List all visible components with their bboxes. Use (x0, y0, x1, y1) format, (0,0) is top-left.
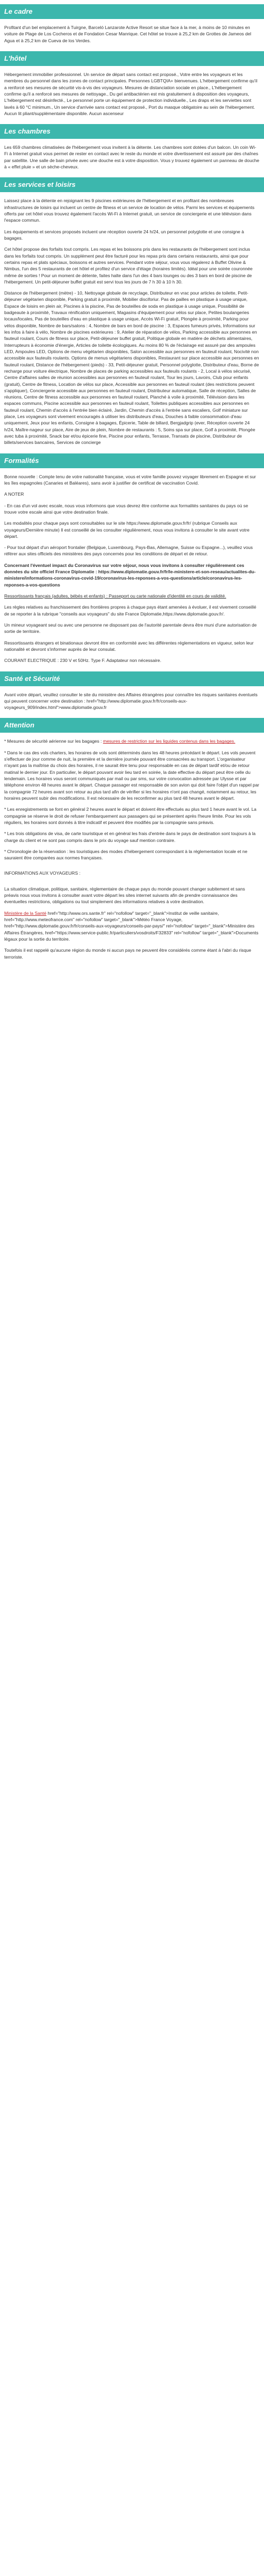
section-formalites (0, 453, 264, 664)
section-hotel (0, 51, 264, 117)
section-sante (0, 671, 264, 711)
section-title-attention: Attention (0, 718, 264, 733)
attention-paragraph-5: * Chronologie de la réservation : les touristiques des modes d'hébergement correspondant à la réglementation locale et ne sauraient être comparées aux normes françaises. (4, 848, 248, 861)
attention-paragraph-3: * Les enregistrements se font en général 2 heures avant le départ et doivent être effectués au plus tard 1 heure avant le vol. La compagnie se réserve le droit de refuser l'embarquement aux passagers qui se présentent après l'heure limite. Pour les vols réguliers, les horaires sont donnés à titre indicatif et peuvent être modifiés par la compagnie sans préavis. (4, 807, 257, 825)
formalites-power-info: COURANT ELECTRIQUE : 230 V et 50Hz. Type F. Adaptateur non nécessaire. (4, 658, 162, 664)
attention-paragraph-2: * Dans le cas des vols charters, les horaires de vols sont déterminés dans les 48 heures précédant le départ. Les vols peuvent s'effectuer de jour comme de nuit, la première et la dernière journée pouvant être consacrées au transport. L'organisateur n'ayant pas la maîtrise du choix des horaires, il ne saurait être tenu pour responsable en cas de départ tardif et/ou de retour matinal le dernier jour. En particulier, le départ pouvant avoir lieu tard en soirée, la date effective du départ peut être celle du lendemain. Les horaires vous seront communiqués par mail ou par sms, sur votre convocation adressée par Ulysse et par téléphone environ 48 heures avant le départ. Chaque passager est responsable de son avion qui doit faire l'objet d'un rappel par la compagnie 72 heures avant son retour au plus tard afin de vérifier si les horaires n'ont pas changé, notamment au retour, les horaires peuvent subir des modifications. Il est nécessaire de les reconfirmer au plus tard 48 heures avant le départ. (4, 750, 259, 801)
section-title-sante: Santé et Sécurité (0, 671, 264, 686)
attention-paragraph-4: * Les trois obligations de visa, de carte touristique et en général les frais d'entrée dans le pays de destination sont toujours à la charge du client et ne sont pas compris dans le prix du voyage sauf mention contraire. (4, 831, 256, 843)
attention-paragraph-7: La situation climatique, politique, sanitaire, réglementaire de chaque pays du monde pouvant changer subitement et sans préavis nous vous invitons à consulter avant votre départ les sites internet suivants afin de prendre connaissance des éventuelles restrictions, obligations ou tout simplement des informations relatives à votre destination. (4, 886, 245, 905)
hotel-paragraph: Hébergement immobilier professionnel. Un service de départ sans contact est proposé., Votre entre les voyageurs et les membres du personnel dans les zones de contact principales. Personnes LGBTQIA+ bienvenues. L'hébergement confirme qu'il a renforcé ses mesures de sécurité vis-à-vis des voyageurs. Mesures de distanciation sociale en place., L'hébergement confirme qu'il a renforcé ses mesures de nettoyage., Du gel antibactérien est mis gratuitement à disposition des voyageurs, L'hébergement est désinfecté., Le personnel porte un équipement de protection individuelle., Les draps et les serviettes sont lavés à 60 °C minimum., Un service d'arrivée sans contact est proposé., Port du masque obligatoire au sein de l'hébergement. Aucun lit pliant/supplémentaire disponible. Aucun ascenseur (4, 71, 258, 116)
services-paragraph-2: Les équipements et services proposés incluent une réception ouverte 24 h/24, un personnel polyglotte et une consigne à bagages. (4, 229, 244, 241)
chambres-paragraph: Les 659 chambres climatisées de l'hébergement vous invitent à la détente. Les chambres sont dotées d'un balcon. Un coin Wi-Fi à Internet gratuit vous permet de rester en contact avec le reste du monde et votre divertissement est assuré par des chaînes par satellite. Une salle de bain privée avec une douche est à votre disposition. Vous y trouvez également un panneau de douche à « effet pluie » et un sèche-cheveux. (4, 145, 259, 170)
services-paragraph-3: Cet hôtel propose des forfaits tout compris. Les repas et les boissons pris dans les restaurants de l'hébergement sont inclus dans les forfaits tout compris. Un supplément peut être facturé pour les repas pris dans certains restaurants, ainsi que pour certains repas et plats spéciaux, boissons et autres services. Pendant votre séjour, vous vous régalerez à Buffet Olivine & Nimbus, l'un des 5 restaurants de cet hôtel et profitez d'un service d'étage (horaires limités). Idéal pour une soirée couronnée même de sorties ! Pour un moment de détente, faites halte dans l'un des 4 bars lounges ou des 3 bars en bord de piscine de l'hébergement. Un petit-déjeuner buffet gratuit est servi tous les jours de 7 h 30 à 10 h 30. (4, 247, 253, 285)
attention-lead-text: * Mesures de sécurité aérienne sur les bagages : (4, 738, 103, 744)
attention-paragraph-8 (0, 910, 264, 943)
sante-paragraph: Avant votre départ, veuillez consulter le site du ministère des Affaires étrangères pour connaître les risques sanitaires éventuels qui peuvent concerner votre destination : href="http://www.diplomatie.gouv.fr/fr/conseils-aux-voyageurs_909/index.html">www.diplomatie.gouv.fr (4, 692, 258, 711)
page (0, 0, 264, 976)
formalites-paragraph-5: - Pour tout départ d'un aéroport frontalier (Belgique, Luxembourg, Pays-Bas, Allemagne, Suisse ou Espagne...), veuillez vous référer aux sites officiels des ministères des pays concernés pour les conditions de départ et de retour. (4, 545, 253, 557)
section-title-cadre: Le cadre (0, 4, 264, 19)
liquids-restriction-link[interactable]: mesures de restriction sur les liquides contenus dans les bagages. (103, 738, 235, 744)
services-paragraph-1: Laissez place à la détente en rejoignant les 9 piscines extérieures de l'hébergement et en profitant des nombreuses infrastructures de loisirs qui incluent un centre de fitness et un service de location de vélos. Parmi les services et équipements offerts par cet hôtel vous trouvez également l'accès Wi-Fi à Internet gratuit, un service de conciergerie et une télévision dans l'espace commun. (4, 198, 254, 223)
formalites-paragraph-1: Bonne nouvelle : Compte tenu de votre nationalité française, vous et votre famille pouvez voyager librement en Espagne et sur les îles espagnoles (Canaries et Baléares), sans avoir à justifier de certificat de vaccination Covid. (4, 473, 256, 486)
section-attention (0, 718, 264, 960)
section-title-hotel: L'hôtel (0, 51, 264, 66)
section-title-formalites: Formalités (0, 453, 264, 468)
attention-links-text: href="http://www.ors.sante.fr" rel="nofollow" target="_blank">Institut de veille sanitaire, href="http://www.meteofrance.com" rel="nofollow" target="_blank">Météo France Voyage, href="http://www.diplomatie.gouv.fr/fr/conseils-aux-voyageurs/conseils-par-pays/" rel="nofollow" target="_blank">Ministère des Affaires Étrangères, href="https://www.service-public.fr/particuliers/vosdroits/F32833" rel="nofollow" target="_blank">Documents légaux pour la sortie du territoire. (4, 910, 259, 942)
cadre-paragraph: Profitant d'un bel emplacement à Tuirgne, Barceló Lanzarote Active Resort se situe face à la mer, à moins de 10 minutes en voiture de Plage de Los Cocheros et de Fondation Cesar Manrique. Cet hôtel se trouve à 25,2 km de Grottes de Jameos del Agua et à 25,2 km de Cueva de los Verdes. (4, 25, 251, 43)
section-title-chambres: Les chambres (0, 124, 264, 139)
section-title-services: Les services et loisirs (0, 177, 264, 192)
services-amenities-list: Distance de l'hébergement (mètre) - 10, Nettoyage globale de recyclage, Distributeur en vrac pour articles de toilette, Petit-déjeuner végétarien disponible, Parking gratuit à proximité, Mobilier disciforiur. Pas de pailles en plastique à usage unique, Espace de loisirs en plein air, Piscines à la piscine, Pas de bouteilles de soda en plastique à usage unique, Possibilité de badgeaute à proximité, Travaux rénification uniquement, Magasins d'équipement pour vélos sur place, Petites boulangeries locaux/locales, Pas de bouteilles d'eau en plastique à usage unique, Accès Wi-Fi gratuit, Plongée à proximité, Parking pour vélos disponible, Nombre de bars/salons : 4, Nombre de bars en bord de piscine : 3, Espaces fumeurs privés, Informations sur les infos à faire à vélo, Nombre de piscines extérieures : 9, Atelier de réparation de vélos, Parking accessible aux personnes en fauteuil roulant, Cours de fitness sur place, Petit-déjeuner buffet gratuit, Politique globale en matière de déchets alimentaires, Interrupteurs à économie d'énergie, Articles de toilette écologiques. Au moins 80 % de l'éclairage est assuré par des ampoules LED, Ampoules LED, Options de menu végétarien disponibles, Salon accessible aux personnes en fauteuil roulant, Nocivité non accessible aux fauteuils roulants. Options de menus végétariens disponibles, Restaurant sur place accessible aux personnes en fauteuil roulant, Distance de l'hébergement (pieds) - 33, Petit-déjeuner gratuit, Personnel polyglotte, Distributeur d'eau, Borne de recharge pour voiture électrique, Nombre de places de parking accessibles aux fauteuils roulants - 2, Local à vélos sécurisé, Centre d'affaires salles de réunion accessibles aux personnes en fauteuil roulant, Tour les jours, Lavoirs, Club pour enfants (gratuit), Centre de fitness, Location de vélos sur place, Accessible aux personnes en fauteuil roulant (des restrictions peuvent s'appliquer), Conciergerie accessible aux personnes en fauteuil roulant, Distributeur automatique, Salle de réception, Salles de réunions, Centre de fitness accessible aux personnes en fauteuil roulant, Planché à voile à proximité, Télévision dans les espaces communs, Piscine accessible aux personnes en fauteuil roulant, Toilettes publiques accessibles aux personnes en fauteuil roulant, Chemin d'accès à l'entrée bien éclairé, Jardin, Chemin d'accès à l'entrée sans escaliers, Golf miniature sur place, Les voyageurs sont vivement encouragés à utiliser les distributeurs d'eau, Douches à faible consommation d'eau uniquement, Jeux pour les enfants, Consigne à bagages, Épicerie, Table de billard, Bergjadgrip (ever, Réception ouverte 24 h/24, Maître-nageur sur place, Aire de jeux de plein, Nombre de restaurants : 5, Soins spa sur place, Golf à proximité, Plongée avec tuba à proximité, Snack bar et/ou épicerie fine, Piscine pour enfants, Terrasse, Transats de piscine, Distributeur de billets/services bancaires, Services de concierge (4, 290, 259, 446)
formalites-paragraph-7: Ressortissants français (adultes, bébés et enfants) : Passeport ou carte nationale d'identité en cours de validité. (4, 593, 227, 599)
formalites-paragraph-10: Ressortissants étrangers et binationaux devront être en conformité avec les différentes réglementations en vigueur, selon leur nationalité et devront s'informer auprès de leur consulat. (4, 640, 254, 652)
attention-paragraph-9: Toutefois il est rappelé qu'aucune région du monde ni aucun pays ne peuvent être considérés comme étant à l'abri du risque terroriste. (4, 948, 251, 960)
formalites-paragraph-8: Les règles relatives au franchissement des frontières propres à chaque pays étant amenées à évoluer, il est vivement conseillé de se reporter à la rubrique "conseils aux voyageurs" du site France Diplomatie,https://www.diplomatie.gouv.fr/. (4, 604, 257, 617)
attention-paragraph-1 (0, 738, 264, 744)
travelers-info-heading: INFORMATIONS AUX VOYAGEURS : (4, 870, 81, 876)
section-cadre (0, 4, 264, 44)
health-ministry-link[interactable]: Ministère de la Santé (4, 910, 46, 916)
section-services (0, 177, 264, 446)
formalites-paragraph-9: Un mineur voyageant seul ou avec une personne ne disposant pas de l'autorité parentale devra être muni d'une autorisation de sortie de territoire. (4, 622, 257, 634)
section-chambres (0, 124, 264, 170)
formalites-paragraph-3: - En cas d'un vol avec escale, nous vous informons que vous devrez être conforme aux formalités sanitaires du pays où se trouve votre escale ainsi que votre destination finale. (4, 503, 248, 515)
formalites-paragraph-4: Les modalités pour chaque pays sont consultables sur le site https://www.diplomatie.gouv.fr/fr/ (rubrique Conseils aux voyageurs/Dernière minute) Il est conseillé de les consulter régulièrement, nous vous invitons à consulter le site avant votre départ. (4, 520, 250, 539)
formalites-note-heading: A NOTER (4, 491, 24, 497)
formalites-coronavirus-notice: Concernant l'éventuel impact du Coronavirus sur votre séjour, nous vous invitons à consulter régulièrement ces données du site officiel France Diplomatie : https://www.diplomatie.gouv.fr/fr/le-ministere-et-son-reseau/actualites-du-ministere/informations-coronavirus-covid-19/coronavirus-les-reponses-a-vos-questions/article/coronavirus-les-reponses-a-vos-questions (4, 562, 256, 588)
